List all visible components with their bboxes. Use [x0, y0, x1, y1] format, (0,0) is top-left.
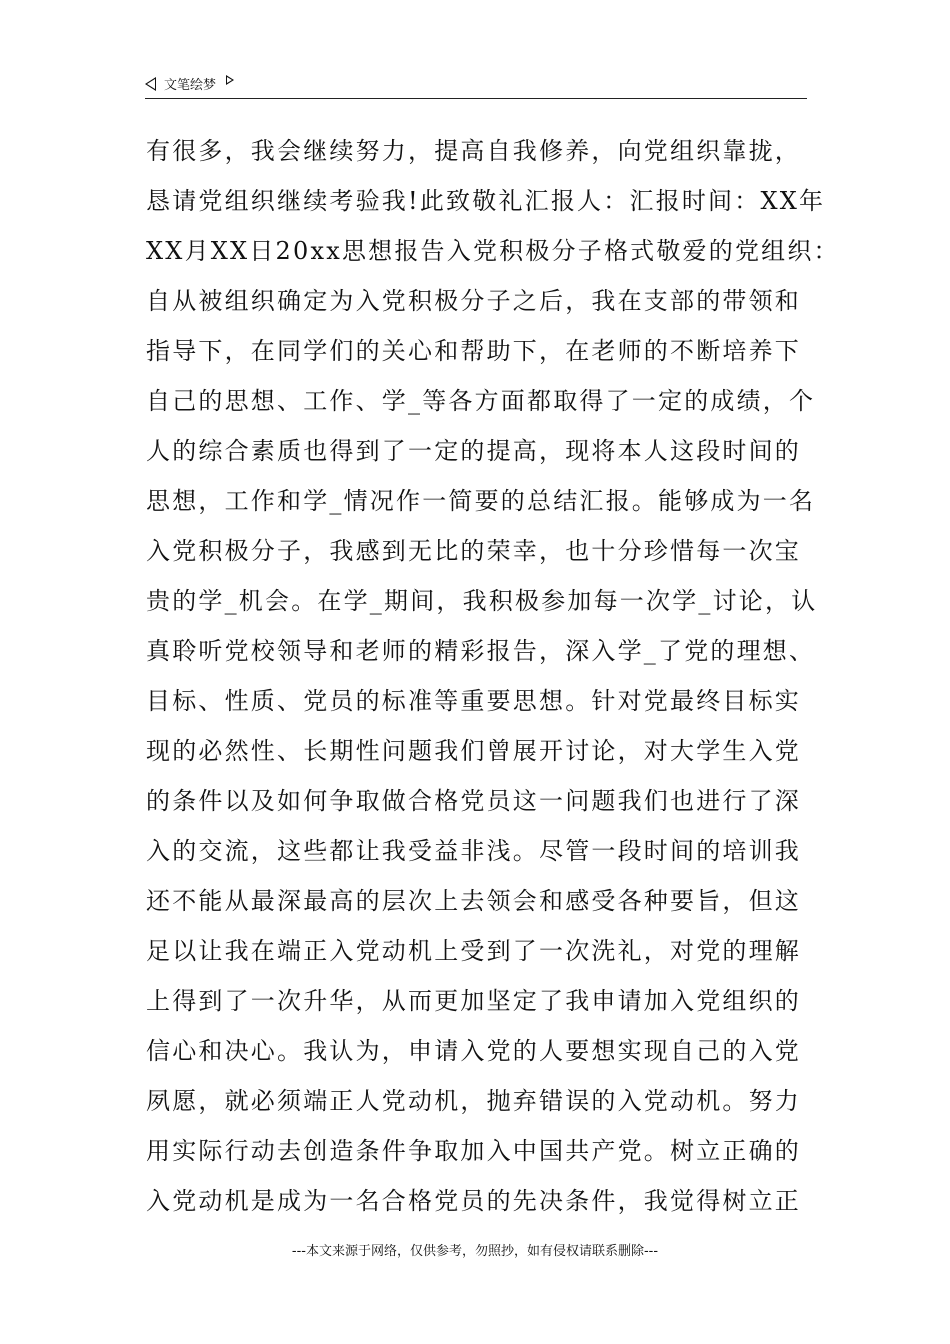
footer-disclaimer: ---本文来源于网络，仅供参考，勿照抄，如有侵权请联系删除---	[291, 1244, 659, 1259]
body-line: 有很多，我会继续努力，提高自我修养，向党组织靠拢，	[146, 137, 801, 165]
body-line: 指导下，在同学们的关心和帮助下，在老师的不断培养下	[146, 337, 801, 365]
body-line: 恳请党组织继续考验我!此致敬礼汇报人：汇报时间：XX年	[146, 187, 826, 215]
body-line: 自从被组织确定为入党积极分子之后，我在支部的带领和	[146, 287, 801, 315]
body-line: 还不能从最深最高的层次上去领会和感受各种要旨，但这	[146, 887, 801, 915]
body-line: XX月XX日20xx思想报告入党积极分子格式敬爱的党组织：	[146, 237, 840, 265]
body-line: 入党动机是成为一名合格党员的先决条件，我觉得树立正	[146, 1187, 801, 1215]
body-line: 自己的思想、工作、学_等各方面都取得了一定的成绩，个	[146, 387, 816, 415]
body-line: 上得到了一次升华，从而更加坚定了我申请加入党组织的	[146, 987, 801, 1015]
body-line: 贵的学_机会。在学_期间，我积极参加每一次学_讨论，认	[146, 587, 818, 615]
body-line: 信心和决心。我认为，申请入党的人要想实现自己的入党	[146, 1037, 801, 1065]
triangle-left-icon	[145, 77, 156, 91]
body-line: 现的必然性、长期性问题我们曾展开讨论，对大学生入党	[146, 737, 801, 765]
body-line: 思想，工作和学_情况作一简要的总结汇报。能够成为一名	[146, 487, 816, 515]
body-line: 的条件以及如何争取做合格党员这一问题我们也进行了深	[146, 787, 801, 815]
body-line: 真聆听党校领导和老师的精彩报告，深入学_了党的理想、	[146, 637, 816, 665]
body-line: 用实际行动去创造条件争取加入中国共产党。树立正确的	[146, 1137, 801, 1165]
body-line: 足以让我在端正入党动机上受到了一次洗礼，对党的理解	[146, 937, 801, 965]
header-brand: 文笔绘梦	[164, 78, 217, 93]
header-brand-group	[145, 74, 234, 93]
body-line: 夙愿，就必须端正人党动机，抛弃错误的入党动机。努力	[146, 1087, 801, 1115]
body-line: 入的交流，这些都让我受益非浅。尽管一段时间的培训我	[146, 837, 801, 865]
document-body	[146, 126, 840, 1226]
body-line: 目标、性质、党员的标准等重要思想。针对党最终目标实	[146, 687, 801, 715]
body-line: 入党积极分子，我感到无比的荣幸，也十分珍惜每一次宝	[146, 537, 801, 565]
page-header	[145, 72, 807, 99]
body-line: 人的综合素质也得到了一定的提高，现将本人这段时间的	[146, 437, 801, 465]
triangle-right-icon	[226, 75, 234, 85]
